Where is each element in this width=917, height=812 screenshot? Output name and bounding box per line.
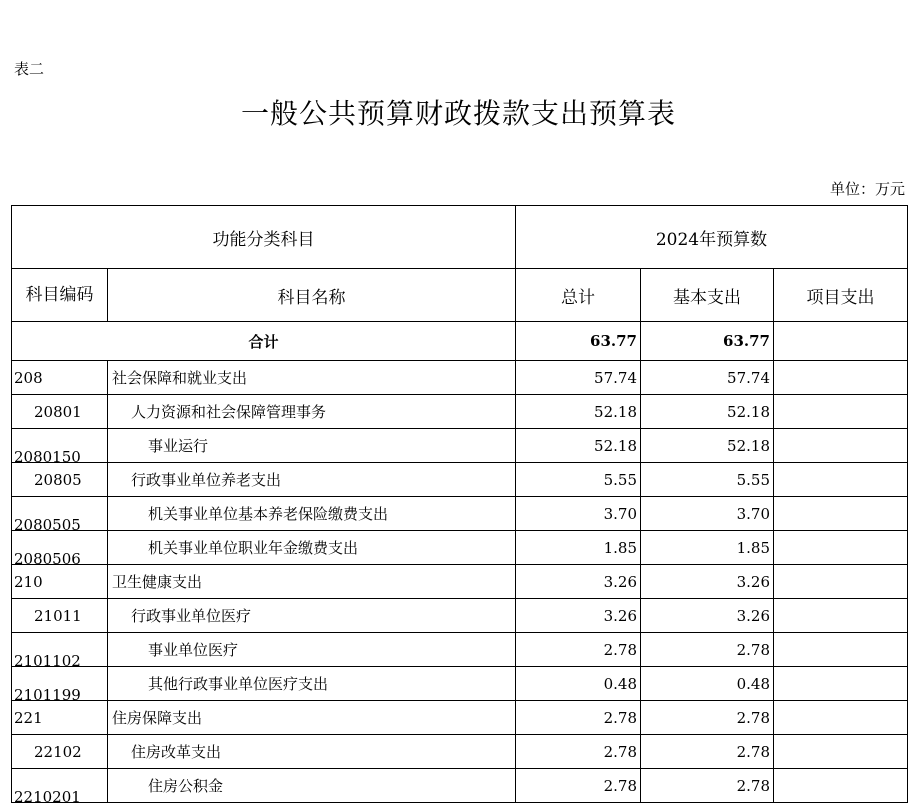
- total-row: [12, 322, 908, 361]
- table-row: [12, 667, 908, 701]
- table-label: 表二: [14, 60, 45, 78]
- table-row: [12, 497, 908, 531]
- cell-project: [774, 429, 908, 463]
- cell-code: [12, 667, 108, 701]
- cell-basic: 2.78: [641, 701, 774, 735]
- cell-code-text: 2101199: [14, 686, 81, 701]
- cell-name: 行政事业单位医疗: [108, 599, 516, 633]
- table-row: [12, 531, 908, 565]
- cell-code-text: 2210201: [14, 788, 81, 803]
- cell-project: [774, 361, 908, 395]
- cell-code: 221: [12, 701, 108, 735]
- cell-basic: 3.26: [641, 565, 774, 599]
- cell-total: 52.18: [516, 429, 641, 463]
- cell-project: [774, 735, 908, 769]
- cell-project: [774, 599, 908, 633]
- cell-basic: 3.26: [641, 599, 774, 633]
- cell-total: 57.74: [516, 361, 641, 395]
- cell-project: [774, 497, 908, 531]
- cell-name: 住房改革支出: [108, 735, 516, 769]
- cell-name: 其他行政事业单位医疗支出: [108, 667, 516, 701]
- header-total: 总计: [516, 269, 641, 322]
- cell-code-text: 2080505: [14, 516, 81, 531]
- cell-name: 住房公积金: [108, 769, 516, 803]
- cell-name: 事业单位医疗: [108, 633, 516, 667]
- cell-code: 22102: [12, 735, 108, 769]
- total-label: 合计: [12, 322, 516, 361]
- cell-name: 社会保障和就业支出: [108, 361, 516, 395]
- cell-basic: 52.18: [641, 395, 774, 429]
- cell-total: 5.55: [516, 463, 641, 497]
- budget-table: [11, 205, 908, 803]
- header-basic: 基本支出: [641, 269, 774, 322]
- table-row: [12, 395, 908, 429]
- header-project: 项目支出: [774, 269, 908, 322]
- header-code: 科目编码: [12, 269, 108, 322]
- cell-code: [12, 497, 108, 531]
- cell-basic: 0.48: [641, 667, 774, 701]
- cell-project: [774, 667, 908, 701]
- total-total: 63.77: [516, 322, 641, 361]
- cell-project: [774, 395, 908, 429]
- cell-basic: 2.78: [641, 769, 774, 803]
- header-functional-category: 功能分类科目: [12, 206, 516, 269]
- total-basic: 63.77: [641, 322, 774, 361]
- cell-name: 行政事业单位养老支出: [108, 463, 516, 497]
- cell-total: 2.78: [516, 735, 641, 769]
- cell-name: 卫生健康支出: [108, 565, 516, 599]
- table-row: [12, 735, 908, 769]
- cell-total: 2.78: [516, 633, 641, 667]
- cell-name: 人力资源和社会保障管理事务: [108, 395, 516, 429]
- cell-project: [774, 769, 908, 803]
- cell-code: 21011: [12, 599, 108, 633]
- total-project: [774, 322, 908, 361]
- cell-code: 208: [12, 361, 108, 395]
- cell-total: 3.70: [516, 497, 641, 531]
- page-title: 一般公共预算财政拨款支出预算表: [240, 97, 676, 130]
- cell-code: [12, 429, 108, 463]
- cell-code: [12, 769, 108, 803]
- cell-total: 1.85: [516, 531, 641, 565]
- header-row-2: [12, 269, 908, 322]
- cell-total: 3.26: [516, 599, 641, 633]
- cell-code: 20805: [12, 463, 108, 497]
- unit-label: 单位：万元: [829, 180, 905, 198]
- cell-basic: 1.85: [641, 531, 774, 565]
- table-row: [12, 633, 908, 667]
- table-row: [12, 599, 908, 633]
- cell-total: 3.26: [516, 565, 641, 599]
- cell-basic: 3.70: [641, 497, 774, 531]
- table-row: [12, 361, 908, 395]
- cell-project: [774, 565, 908, 599]
- header-row-1: [12, 206, 908, 269]
- cell-code-text: 2101102: [14, 652, 81, 667]
- cell-code: 20801: [12, 395, 108, 429]
- cell-project: [774, 463, 908, 497]
- cell-total: 52.18: [516, 395, 641, 429]
- table-row: [12, 463, 908, 497]
- cell-total: 0.48: [516, 667, 641, 701]
- cell-code-text: 2080506: [14, 550, 81, 565]
- cell-basic: 57.74: [641, 361, 774, 395]
- cell-total: 2.78: [516, 769, 641, 803]
- cell-project: [774, 531, 908, 565]
- cell-code: [12, 531, 108, 565]
- cell-basic: 5.55: [641, 463, 774, 497]
- cell-project: [774, 701, 908, 735]
- cell-basic: 52.18: [641, 429, 774, 463]
- cell-code: [12, 633, 108, 667]
- table-row: [12, 565, 908, 599]
- cell-name: 事业运行: [108, 429, 516, 463]
- cell-basic: 2.78: [641, 633, 774, 667]
- cell-code-text: 2080150: [14, 448, 81, 463]
- cell-name: 机关事业单位职业年金缴费支出: [108, 531, 516, 565]
- header-budget-year: 2024年预算数: [516, 206, 908, 269]
- cell-total: 2.78: [516, 701, 641, 735]
- header-name: 科目名称: [108, 269, 516, 322]
- table-row: [12, 429, 908, 463]
- table-row: [12, 701, 908, 735]
- cell-project: [774, 633, 908, 667]
- cell-name: 住房保障支出: [108, 701, 516, 735]
- cell-code: 210: [12, 565, 108, 599]
- cell-name: 机关事业单位基本养老保险缴费支出: [108, 497, 516, 531]
- table-row: [12, 769, 908, 803]
- cell-basic: 2.78: [641, 735, 774, 769]
